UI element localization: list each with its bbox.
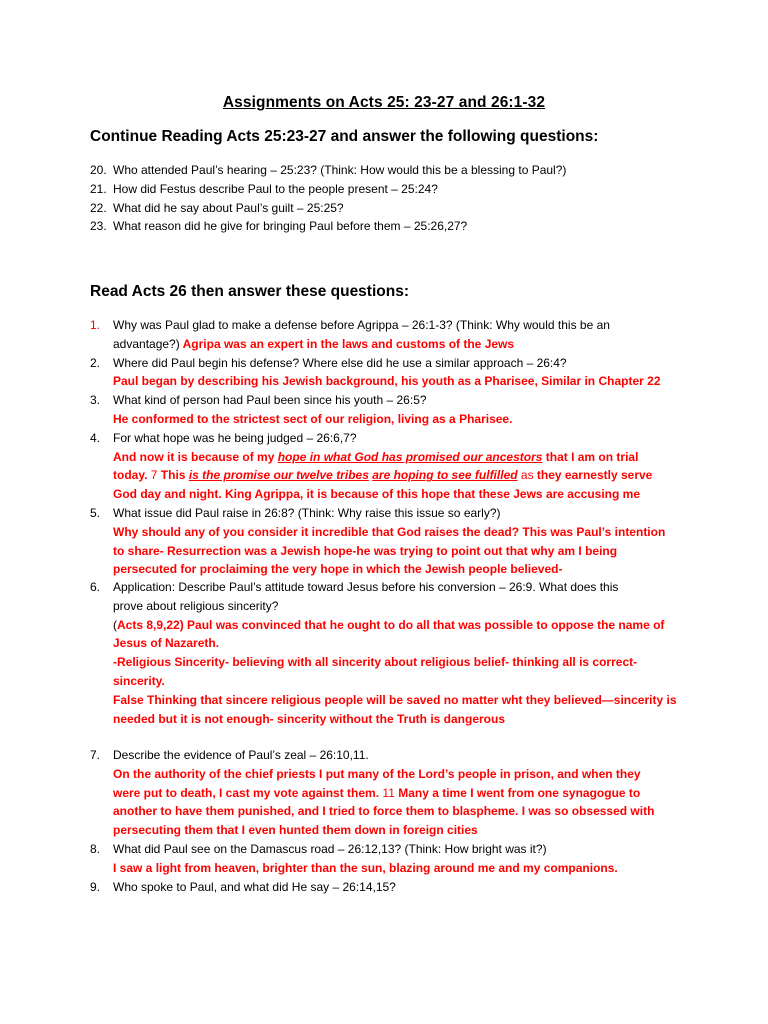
question-text: Describe the evidence of Paul’s zeal – 26:10,11. <box>113 748 369 762</box>
answer-line-2: Jesus of Nazareth. <box>113 636 220 651</box>
answer-text: Agripa was an expert in the laws and customs of the Jews <box>179 336 515 351</box>
question-number: 1. <box>90 318 101 332</box>
question-text: What did he say about Paul’s guilt – 25:25? <box>113 200 344 215</box>
verse-number: 7 <box>150 468 158 483</box>
answer-text: I saw a light from heaven, brighter than the sun, blazing around me and my companions. <box>113 860 618 875</box>
question-number: 2. <box>90 355 101 370</box>
answer-line-4: sincerity. <box>113 673 165 688</box>
verse-number: 11 <box>382 785 395 800</box>
answer-text: He conformed to the strictest sect of our religion, living as a Pharisee. <box>113 411 513 426</box>
question-text: Who attended Paul’s hearing – 25:23? (Think: How would this be a blessing to Paul?) <box>113 163 567 177</box>
answer-line-3: -Religious Sincerity- believing with all sincerity about religious belief- thinking all is correct- <box>113 655 638 670</box>
answer-line-1: (Acts 8,9,22) Paul was convinced that he ought to do all that was possible to oppose the name of <box>113 617 665 632</box>
question-number: 22. <box>90 200 107 215</box>
question-number: 8. <box>90 842 101 856</box>
question-text: What did Paul see on the Damascus road – 26:12,13? (Think: How bright was it?) <box>113 842 547 856</box>
question-text: What kind of person had Paul been since his youth – 26:5? <box>113 393 427 408</box>
underlined-phrase: is the promise our twelve tribes <box>188 468 369 483</box>
page-title: Assignments on Acts 25: 23-27 and 26:1-32 <box>222 94 546 111</box>
answer-line-3: persecuted for proclaiming the very hope in which the Jewish people believed- <box>113 562 563 577</box>
question-number: 5. <box>90 506 101 520</box>
question-number: 23. <box>90 219 107 234</box>
question-text: What reason did he give for bringing Paul before them – 25:26,27? <box>113 219 468 234</box>
answer-line-5: False Thinking that sincere religious people will be saved no matter wht they believed—sincerity is <box>113 692 677 707</box>
question-text: What issue did Paul raise in 26:8? (Think: Why raise this issue so early?) <box>113 506 501 520</box>
underlined-phrase: are hoping to see fulfilled <box>372 468 518 483</box>
answer-line-6: needed but it is not enough- sincerity without the Truth is dangerous <box>113 711 506 726</box>
answer-line-2: were put to death, I cast my vote against them. 11 Many a time I went from one synagogue to <box>113 785 641 800</box>
answer-text: Paul began by describing his Jewish background, his youth as a Pharisee, Similar in Chapter 22 <box>113 374 661 389</box>
question-number: 4. <box>90 430 101 445</box>
answer-line-4: persecuting them that I even hunted them down in foreign cities <box>113 823 478 838</box>
answer-line-3: God day and night. King Agrippa, it is because of this hope that these Jews are accusing me <box>113 487 640 502</box>
section1-heading: Continue Reading Acts 25:23-27 and answer the following questions: <box>90 128 599 145</box>
underlined-phrase: hope in what God has promised our ancestors <box>277 449 543 464</box>
question-text: Application: Describe Paul’s attitude toward Jesus before his conversion – 26:9. What does this <box>113 580 619 594</box>
question-text: Why was Paul glad to make a defense before Agrippa – 26:1-3? (Think: Why would this be an <box>113 318 610 332</box>
question-text: How did Festus describe Paul to the people present – 25:24? <box>113 181 438 196</box>
question-text: Who spoke to Paul, and what did He say – 26:14,15? <box>113 879 396 894</box>
answer-line-2: to share- Resurrection was a Jewish hope-he was trying to point out that why am I being <box>113 543 618 558</box>
section2-heading: Read Acts 26 then answer these questions: <box>90 283 409 300</box>
answer-line-1: And now it is because of my hope in what God has promised our ancestors that I am on trial <box>113 449 639 464</box>
answer-line-1: Why should any of you consider it incredible that God raises the dead? This was Paul’s intention <box>113 524 666 539</box>
question-text: Where did Paul begin his defense? Where else did he use a similar approach – 26:4? <box>113 355 567 370</box>
question-number: 6. <box>90 580 101 594</box>
answer-line-1: On the authority of the chief priests I put many of the Lord’s people in prison, and when they <box>113 766 641 781</box>
question-text-cont: advantage?) <box>113 336 180 351</box>
question-text-cont: prove about religious sincerity? <box>113 598 279 613</box>
answer-line-2: today. 7 This is the promise our twelve tribes are hoping to see fulfilled as they earnestly serve <box>113 468 653 483</box>
question-text: For what hope was he being judged – 26:6,7? <box>113 430 357 445</box>
question-number: 9. <box>90 879 101 894</box>
answer-line-3: another to have them punished, and I tried to force them to blaspheme. I was so obsessed with <box>113 804 655 819</box>
question-number: 20. <box>90 163 107 177</box>
question-number: 21. <box>90 181 107 196</box>
question-number: 3. <box>90 393 101 408</box>
question-number: 7. <box>90 748 101 762</box>
